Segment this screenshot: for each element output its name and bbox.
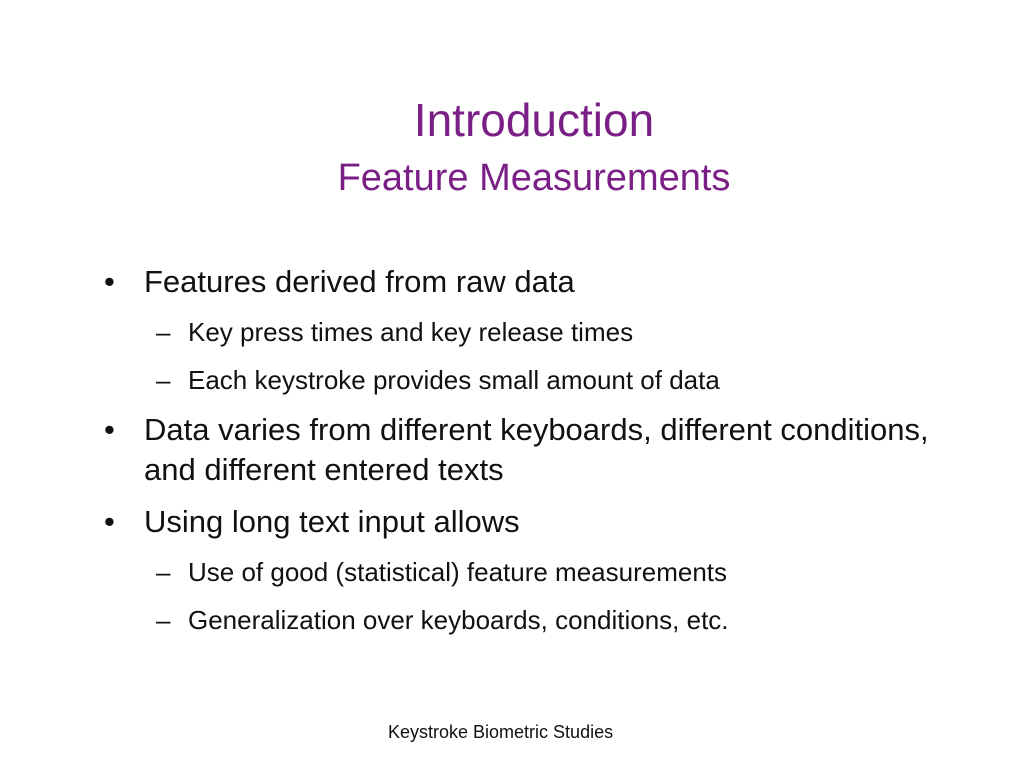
bullet-text: Using long text input allows <box>144 504 520 539</box>
dash-marker: – <box>156 557 171 587</box>
dash-marker: – <box>156 317 171 347</box>
sub-bullet-text: Generalization over keyboards, conditions, etc. <box>188 605 729 635</box>
bullet-item <box>104 502 984 542</box>
bullet-item <box>104 262 984 302</box>
sub-bullet-item <box>156 362 984 398</box>
slide-title <box>0 92 1024 202</box>
sub-bullet-text: Key press times and key release times <box>188 317 634 347</box>
bullet-list <box>104 262 984 638</box>
sub-bullet-item <box>156 314 984 350</box>
dash-marker: – <box>156 365 171 395</box>
bullet-text: Data varies from different keyboards, different conditions, and different entered texts <box>144 412 929 487</box>
sub-bullet-text: Use of good (statistical) feature measurements <box>188 557 728 587</box>
sub-bullet-item <box>156 554 984 590</box>
title-main: Introduction <box>413 94 655 146</box>
dash-marker: – <box>156 605 171 635</box>
sub-bullet-text: Each keystroke provides small amount of data <box>188 365 720 395</box>
bullet-marker: • <box>104 412 115 447</box>
sub-bullet-item <box>156 602 984 638</box>
bullet-marker: • <box>104 264 115 299</box>
title-subtitle: Feature Measurements <box>337 157 731 199</box>
bullet-marker: • <box>104 504 115 539</box>
bullet-text: Features derived from raw data <box>144 264 575 299</box>
bullet-item <box>104 410 984 490</box>
slide-footer: Keystroke Biometric Studies <box>388 722 614 742</box>
